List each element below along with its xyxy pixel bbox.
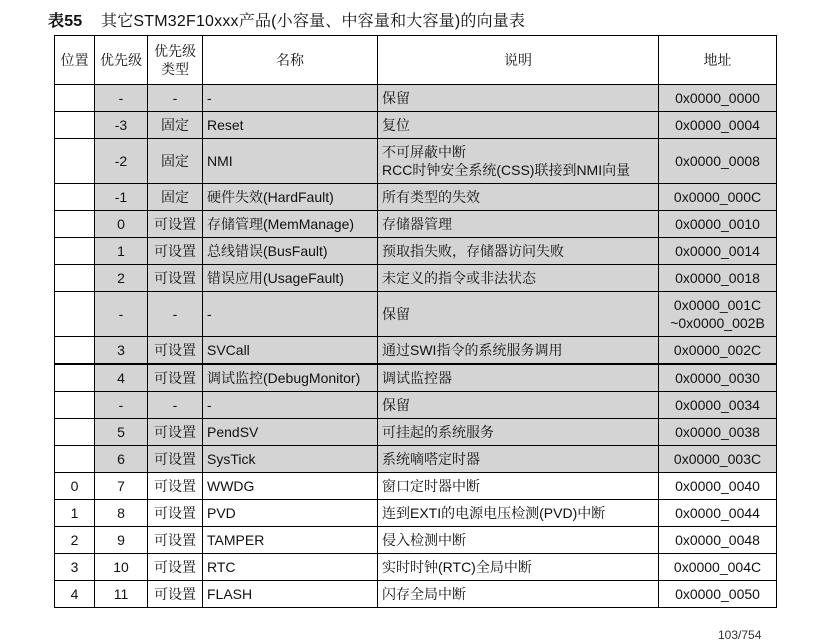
table-row — [55, 554, 777, 581]
cell-name: SysTick — [203, 446, 378, 473]
cell-priority: 5 — [95, 419, 148, 446]
cell-address: 0x0000_0010 — [659, 211, 777, 238]
cell-position — [55, 211, 95, 238]
cell-address: 0x0000_0018 — [659, 265, 777, 292]
cell-name: 总线错误(BusFault) — [203, 238, 378, 265]
cell-priority-type: 可设置 — [148, 500, 203, 527]
cell-name: - — [203, 392, 378, 419]
header-description: 说明 — [378, 36, 659, 85]
cell-position: 0 — [55, 473, 95, 500]
cell-description: 系统嘀嗒定时器 — [378, 446, 659, 473]
cell-address: 0x0000_000C — [659, 184, 777, 211]
header-address: 地址 — [659, 36, 777, 85]
cell-description: 保留 — [378, 392, 659, 419]
cell-priority: 8 — [95, 500, 148, 527]
cell-position — [55, 337, 95, 365]
cell-address: 0x0000_0000 — [659, 85, 777, 112]
cell-position — [55, 85, 95, 112]
cell-priority: - — [95, 85, 148, 112]
cell-name: 存储管理(MemManage) — [203, 211, 378, 238]
cell-priority-type: 固定 — [148, 139, 203, 184]
cell-priority-type: 可设置 — [148, 265, 203, 292]
cell-name: NMI — [203, 139, 378, 184]
cell-priority: 9 — [95, 527, 148, 554]
cell-priority-type: - — [148, 292, 203, 337]
table-row — [55, 112, 777, 139]
cell-description: 连到EXTI的电源电压检测(PVD)中断 — [378, 500, 659, 527]
cell-position — [55, 446, 95, 473]
cell-description: 未定义的指令或非法状态 — [378, 265, 659, 292]
cell-priority: 1 — [95, 238, 148, 265]
cell-priority: 0 — [95, 211, 148, 238]
cell-address: 0x0000_0014 — [659, 238, 777, 265]
table-row — [55, 473, 777, 500]
table-row — [55, 139, 777, 184]
cell-description: 可挂起的系统服务 — [378, 419, 659, 446]
table-row — [55, 527, 777, 554]
table-row — [55, 364, 777, 392]
cell-address: 0x0000_0038 — [659, 419, 777, 446]
cell-address: 0x0000_002C — [659, 337, 777, 365]
cell-description: 窗口定时器中断 — [378, 473, 659, 500]
header-priority-type: 优先级类型 — [148, 36, 203, 85]
cell-priority-type: 可设置 — [148, 238, 203, 265]
cell-address: 0x0000_0050 — [659, 581, 777, 608]
header-position: 位置 — [55, 36, 95, 85]
cell-position: 4 — [55, 581, 95, 608]
cell-position — [55, 419, 95, 446]
cell-name: PendSV — [203, 419, 378, 446]
cell-priority-type: 可设置 — [148, 337, 203, 365]
cell-position: 3 — [55, 554, 95, 581]
cell-name: RTC — [203, 554, 378, 581]
cell-name: 硬件失效(HardFault) — [203, 184, 378, 211]
cell-address: 0x0000_001C ~0x0000_002B — [659, 292, 777, 337]
cell-priority: - — [95, 292, 148, 337]
cell-position — [55, 139, 95, 184]
cell-priority: -3 — [95, 112, 148, 139]
cell-name: Reset — [203, 112, 378, 139]
cell-description: 通过SWI指令的系统服务调用 — [378, 337, 659, 365]
cell-address: 0x0000_0008 — [659, 139, 777, 184]
table-row — [55, 392, 777, 419]
cell-address: 0x0000_0004 — [659, 112, 777, 139]
cell-position: 1 — [55, 500, 95, 527]
cell-address: 0x0000_0040 — [659, 473, 777, 500]
table-row — [55, 211, 777, 238]
cell-priority-type: 可设置 — [148, 554, 203, 581]
cell-priority-type: 可设置 — [148, 527, 203, 554]
cell-position — [55, 238, 95, 265]
cell-priority: 7 — [95, 473, 148, 500]
cell-description: 实时时钟(RTC)全局中断 — [378, 554, 659, 581]
cell-priority-type: - — [148, 85, 203, 112]
cell-address: 0x0000_0048 — [659, 527, 777, 554]
cell-position — [55, 364, 95, 392]
table-header-row — [55, 36, 777, 85]
table-body — [55, 85, 777, 608]
table-row — [55, 500, 777, 527]
table-row — [55, 85, 777, 112]
cell-name: 错误应用(UsageFault) — [203, 265, 378, 292]
cell-name: SVCall — [203, 337, 378, 365]
table-row — [55, 238, 777, 265]
cell-position — [55, 265, 95, 292]
table-row — [55, 292, 777, 337]
cell-address: 0x0000_0034 — [659, 392, 777, 419]
cell-priority-type: 可设置 — [148, 473, 203, 500]
cell-priority-type: 可设置 — [148, 211, 203, 238]
cell-name: PVD — [203, 500, 378, 527]
cell-address: 0x0000_003C — [659, 446, 777, 473]
page-number: 103/754 — [718, 628, 762, 642]
cell-priority: - — [95, 392, 148, 419]
cell-position — [55, 112, 95, 139]
cell-name: TAMPER — [203, 527, 378, 554]
cell-priority: 2 — [95, 265, 148, 292]
cell-priority-type: 固定 — [148, 184, 203, 211]
cell-priority-type: 可设置 — [148, 446, 203, 473]
cell-description: 复位 — [378, 112, 659, 139]
table-row — [55, 419, 777, 446]
table-number: 表55 — [48, 13, 83, 30]
cell-priority: 4 — [95, 364, 148, 392]
cell-address: 0x0000_0044 — [659, 500, 777, 527]
cell-address: 0x0000_0030 — [659, 364, 777, 392]
cell-priority: -1 — [95, 184, 148, 211]
cell-description: 所有类型的失效 — [378, 184, 659, 211]
header-priority: 优先级 — [95, 36, 148, 85]
cell-priority: 3 — [95, 337, 148, 365]
cell-priority-type: 可设置 — [148, 364, 203, 392]
cell-description: 保留 — [378, 292, 659, 337]
cell-address: 0x0000_004C — [659, 554, 777, 581]
table-row — [55, 581, 777, 608]
vector-table — [54, 35, 777, 608]
table-row — [55, 337, 777, 365]
cell-name: 调试监控(DebugMonitor) — [203, 364, 378, 392]
cell-priority-type: 可设置 — [148, 419, 203, 446]
cell-description: 不可屏蔽中断 RCC时钟安全系统(CSS)联接到NMI向量 — [378, 139, 659, 184]
table-caption — [48, 8, 525, 31]
cell-priority: 10 — [95, 554, 148, 581]
cell-priority-type: 固定 — [148, 112, 203, 139]
cell-name: - — [203, 85, 378, 112]
table-title: 其它STM32F10xxx产品(小容量、中容量和大容量)的向量表 — [101, 13, 526, 30]
cell-priority: -2 — [95, 139, 148, 184]
cell-priority-type: 可设置 — [148, 581, 203, 608]
table-row — [55, 265, 777, 292]
header-name: 名称 — [203, 36, 378, 85]
cell-position: 2 — [55, 527, 95, 554]
table-row — [55, 446, 777, 473]
cell-name: WWDG — [203, 473, 378, 500]
cell-position — [55, 392, 95, 419]
cell-description: 保留 — [378, 85, 659, 112]
cell-position — [55, 184, 95, 211]
cell-name: - — [203, 292, 378, 337]
cell-priority-type: - — [148, 392, 203, 419]
cell-position — [55, 292, 95, 337]
cell-description: 存储器管理 — [378, 211, 659, 238]
cell-description: 调试监控器 — [378, 364, 659, 392]
cell-description: 预取指失败，存储器访问失败 — [378, 238, 659, 265]
cell-name: FLASH — [203, 581, 378, 608]
cell-description: 闪存全局中断 — [378, 581, 659, 608]
cell-description: 侵入检测中断 — [378, 527, 659, 554]
table-row — [55, 184, 777, 211]
cell-priority: 6 — [95, 446, 148, 473]
cell-priority: 11 — [95, 581, 148, 608]
